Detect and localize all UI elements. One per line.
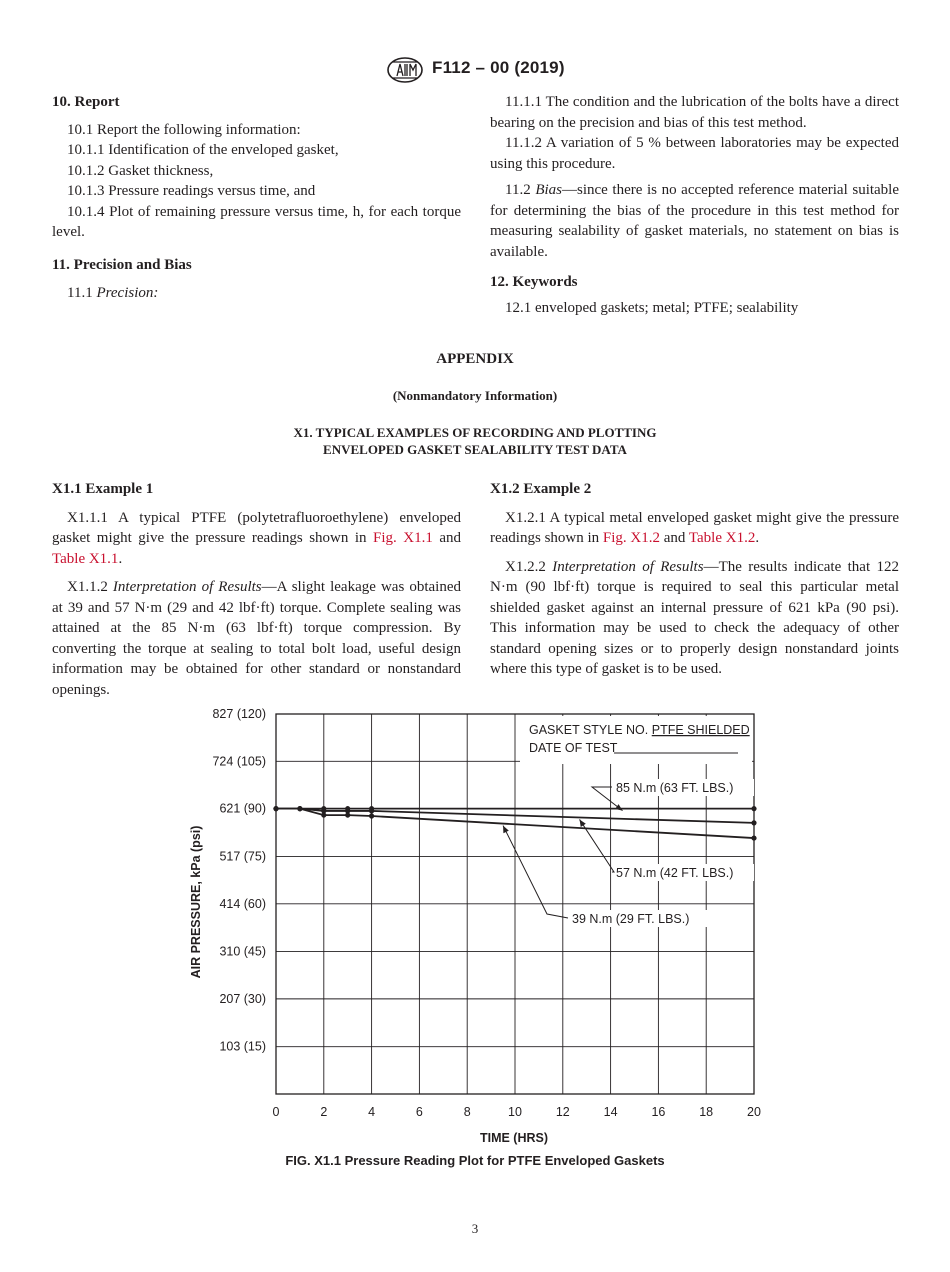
appendix-x1-title [0, 424, 950, 458]
para-11-1-1: 11.1.1 The condition and the lubrication of the bolts have a direct bearing on the precision and bias of this test method. [490, 94, 899, 131]
data-point [273, 806, 278, 811]
data-point [321, 812, 326, 817]
para-11-2-number: 11.2 [505, 182, 531, 198]
appendix-subtitle: (Nonmandatory Information) [392, 388, 558, 403]
y-tick-label: 621 (90) [219, 801, 266, 816]
legend-style-value: PTFE SHIELDED [651, 723, 750, 737]
para-x1-2-2-number: X1.2.2 [505, 558, 546, 575]
y-tick-label: 207 (30) [219, 991, 266, 1006]
para-10-1-2: 10.1.2 Gasket thickness, [67, 162, 214, 179]
section-10-heading: 10. Report [52, 94, 120, 110]
chart-legend-box [520, 716, 752, 764]
para-x1-2-1-end: . [755, 530, 760, 546]
data-point [751, 806, 756, 811]
x-tick-label: 6 [415, 1105, 423, 1119]
para-x1-1-1 [52, 508, 461, 570]
para-x1-1-1-end: . [118, 550, 123, 567]
x-tick-label: 12 [555, 1105, 570, 1119]
pressure-chart [180, 700, 780, 1150]
x-tick-label: 10 [508, 1105, 522, 1119]
x-tick-label: 20 [747, 1105, 761, 1119]
y-tick-label: 724 (105) [212, 754, 266, 769]
annotation-leader [580, 819, 614, 872]
para-x1-1-2-label: Interpretation of Results [112, 579, 262, 595]
section-12-heading: 12. Keywords [490, 274, 578, 290]
para-11-2-label: Bias [535, 182, 562, 198]
y-tick-label: 517 (75) [219, 849, 266, 864]
para-11-1-2: 11.1.2 A variation of 5 % between laboratories may be expected using this procedure. [490, 135, 899, 172]
para-x1-2-2-label: Interpretation of Results [552, 558, 704, 575]
para-x1-2-1-and: and [660, 530, 689, 546]
example2-column [490, 479, 899, 680]
annotation-label: 57 N.m (42 FT. LBS.) [616, 866, 734, 880]
x-tick-label: 0 [272, 1105, 280, 1119]
legend-date-label: DATE OF TEST [529, 741, 618, 755]
para-x1-2-2-text: —The results indicate that 122 N·m (90 lbf·ft) torque is required to seal this particular metal shielded gasket against an internal pressure of 621 kPa (90 psi). This information may be used to check the adequacy of other standard opening sizes or to properly design nonstandard joints where this type of gasket is to be used. [490, 558, 899, 677]
x1-title-line2: ENVELOPED GASKET SEALABILITY TEST DATA [323, 442, 627, 457]
x-tick-label: 14 [603, 1105, 618, 1119]
astm-logo [386, 57, 424, 83]
para-x1-1-1-and: and [432, 530, 462, 546]
page-number: 3 [471, 1221, 479, 1236]
x-tick-label: 18 [699, 1105, 714, 1119]
para-x1-1-2-number: X1.1.2 [67, 579, 108, 595]
para-x1-1-2 [52, 577, 461, 700]
para-x1-1-1-text: X1.1.1 A typical PTFE (polytetrafluoroethylene) enveloped gasket might give the pressure readings shown in [52, 509, 461, 546]
annotation-arrowhead [580, 819, 586, 827]
chart-x-axis-label: TIME (HRS) [479, 1131, 549, 1145]
para-x1-2-1-text: X1.2.1 A typical metal enveloped gasket might give the pressure readings shown in [490, 509, 899, 546]
x-tick-label: 4 [368, 1105, 376, 1119]
fig-x1-2-link[interactable]: Fig. X1.2 [602, 530, 660, 546]
chart-grid [276, 714, 754, 1094]
section-11-heading: 11. Precision and Bias [52, 256, 192, 273]
para-x1-2-1 [490, 508, 899, 549]
chart-annotations [503, 779, 754, 927]
example1-heading: X1.1 Example 1 [52, 481, 154, 497]
x1-title-line1: X1. TYPICAL EXAMPLES OF RECORDING AND PLOTTING [293, 425, 657, 440]
figure-caption: FIG. X1.1 Pressure Reading Plot for PTFE Enveloped Gaskets [285, 1153, 665, 1168]
para-10-1-3: 10.1.3 Pressure readings versus time, and [67, 183, 316, 199]
para-x1-2-2 [490, 557, 899, 680]
para-11-1-number: 11.1 [67, 285, 93, 301]
y-tick-label: 414 (60) [219, 896, 266, 911]
data-point [751, 820, 756, 825]
para-x1-1-2-text: —A slight leakage was obtained at 39 and 57 N·m (29 and 42 lbf·ft) torque. Complete sealing was attained at the 85 N·m (63 lbf·ft) torque compression. By converting the torque at sealing to total bolt load, useful design information may be obtained for other standard or nonstandard openings. [52, 579, 461, 698]
data-point [369, 808, 374, 813]
para-10-1-1: 10.1.1 Identification of the enveloped gasket, [67, 142, 339, 158]
right-column [490, 92, 899, 318]
para-12-1: 12.1 enveloped gaskets; metal; PTFE; sealability [505, 299, 799, 316]
y-tick-label: 310 (45) [219, 944, 266, 959]
legend-style-prefix: GASKET STYLE NO. PTFE SHIELDED [529, 723, 750, 737]
x-tick-label: 16 [651, 1105, 666, 1119]
data-point [751, 835, 756, 840]
y-tick-label: 827 (120) [212, 707, 266, 721]
x-tick-label: 8 [463, 1105, 471, 1119]
data-point [297, 806, 302, 811]
table-x1-1-link[interactable]: Table X1.1 [52, 550, 119, 567]
left-column [52, 92, 461, 304]
chart-y-axis-label: AIR PRESSURE, kPa (psi) [189, 825, 203, 979]
data-point [345, 812, 350, 817]
x-tick-label: 2 [320, 1105, 328, 1119]
example1-column [52, 479, 461, 700]
example2-heading: X1.2 Example 2 [490, 481, 592, 497]
table-x1-2-link[interactable]: Table X1.2 [688, 530, 756, 546]
annotation-label: 39 N.m (29 FT. LBS.) [572, 912, 690, 926]
para-11-2-text: —since there is no accepted reference material suitable for determining the bias of the procedure in this test method for measuring sealability of gasket materials, no statement on bias is available. [490, 182, 900, 260]
para-10-1-4: 10.1.4 Plot of remaining pressure versus time, h, for each torque level. [52, 203, 461, 240]
fig-x1-1-link[interactable]: Fig. X1.1 [373, 530, 433, 546]
para-11-2 [490, 180, 899, 262]
page-header [0, 57, 950, 83]
y-tick-label: 103 (15) [219, 1039, 266, 1054]
pressure-chart-svg [180, 700, 780, 1150]
document-id: F112 – 00 (2019) [432, 58, 565, 77]
para-11-1-label: Precision: [96, 285, 159, 301]
data-point [369, 813, 374, 818]
appendix-title: APPENDIX [436, 351, 514, 367]
para-11-1 [52, 283, 461, 304]
para-10-1: 10.1 Report the following information: [67, 121, 301, 138]
annotation-label: 85 N.m (63 FT. LBS.) [616, 781, 734, 795]
